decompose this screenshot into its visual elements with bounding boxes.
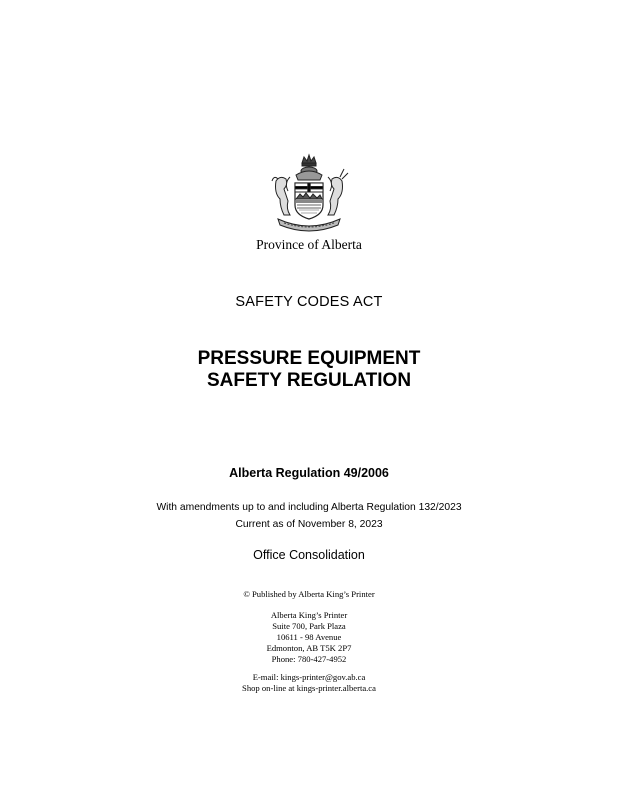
document-title: [0, 348, 618, 392]
phone-line: Phone: 780-427-4952: [271, 654, 347, 664]
consolidation-label: Office Consolidation: [253, 548, 365, 562]
act-name: SAFETY CODES ACT: [235, 294, 383, 310]
publisher-contact: [0, 672, 618, 694]
emblem-caption: Province of Alberta: [256, 237, 362, 252]
address-line: Suite 700, Park Plaza: [272, 621, 346, 631]
title-line-1: PRESSURE EQUIPMENT: [197, 348, 421, 369]
current-as-of-line: Current as of November 8, 2023: [235, 519, 383, 530]
published-by: © Published by Alberta King’s Printer: [243, 589, 375, 599]
address-line: Alberta King’s Printer: [270, 610, 348, 620]
title-line-2: SAFETY REGULATION: [206, 370, 412, 391]
address-line: Edmonton, AB T5K 2P7: [266, 643, 352, 653]
amendment-info: [0, 499, 618, 533]
address-line: 10611 - 98 Avenue: [276, 632, 342, 642]
alberta-coat-of-arms-icon: [266, 153, 352, 235]
amendment-line: With amendments up to and including Alberta Regulation 132/2023: [156, 502, 462, 513]
publisher-address: [0, 610, 618, 665]
email-line: E-mail: kings-printer@gov.ab.ca: [252, 672, 366, 682]
regulation-number: Alberta Regulation 49/2006: [229, 466, 389, 480]
shop-online-line: Shop on-line at kings-printer.alberta.ca: [242, 683, 376, 693]
